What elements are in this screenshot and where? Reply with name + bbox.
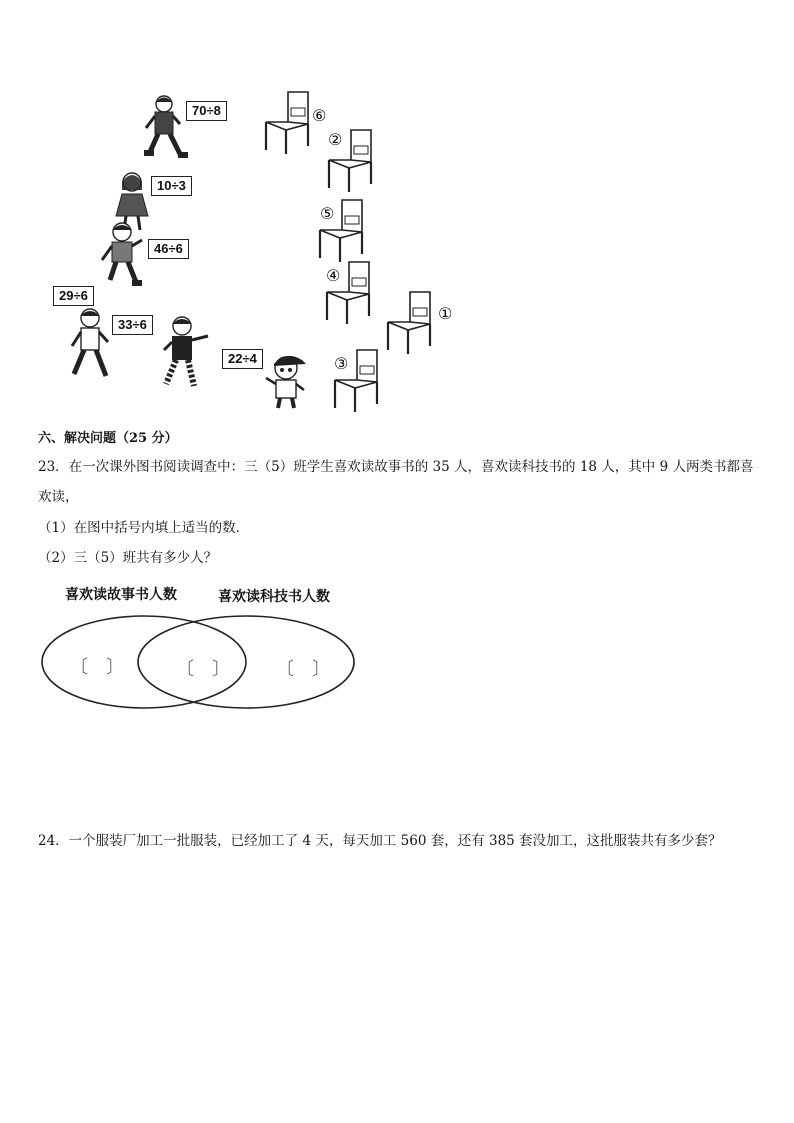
expression-bubble-1: 70÷8	[186, 101, 227, 121]
chair-label-1: ⑥	[312, 106, 327, 125]
venn-middle-blank[interactable]: 〔 〕	[176, 659, 230, 680]
kid-figure-4	[66, 306, 116, 384]
kid-figure-6	[258, 350, 310, 410]
q23-sub1: （1）在图中括号内填上适当的数．	[38, 520, 250, 536]
chair-label-3: ⑤	[320, 204, 335, 223]
expression-bubble-3: 46÷6	[148, 239, 189, 259]
q23-line1: 23．在一次课外图书阅读调查中：三（5）班学生喜欢读故事书的 35 人，喜欢读科技书的 18 人，其中 9 人两类书都喜	[38, 459, 754, 475]
chair-5	[384, 288, 438, 356]
venn-left-blank[interactable]: 〔 〕	[70, 657, 124, 678]
expression-bubble-4: 29÷6	[53, 286, 94, 306]
q23-sub2: （2）三（5）班共有多少人？	[38, 550, 218, 566]
section-heading: 六、解决问题（25 分）	[38, 431, 178, 446]
chair-label-5: ①	[438, 304, 453, 323]
q24-text: 24．一个服装厂加工一批服装，已经加工了 4 天，每天加工 560 套，还有 385 套没加工，这批服装共有多少套？	[38, 833, 722, 849]
chair-label-4: ④	[326, 266, 341, 285]
kid-figure-5	[152, 314, 212, 390]
venn-right-title: 喜欢读科技书人数	[218, 589, 330, 605]
expression-bubble-6: 22÷4	[222, 349, 263, 369]
chair-1	[262, 88, 316, 156]
venn-left-title: 喜欢读故事书人数	[65, 587, 177, 603]
kid-figure-3	[98, 220, 150, 292]
chair-label-2: ②	[328, 130, 343, 149]
venn-right-blank[interactable]: 〔 〕	[276, 659, 330, 680]
expression-bubble-5: 33÷6	[112, 315, 153, 335]
chair-label-6: ③	[334, 354, 349, 373]
q23-line2: 欢读，	[38, 489, 79, 505]
expression-bubble-2: 10÷3	[151, 176, 192, 196]
